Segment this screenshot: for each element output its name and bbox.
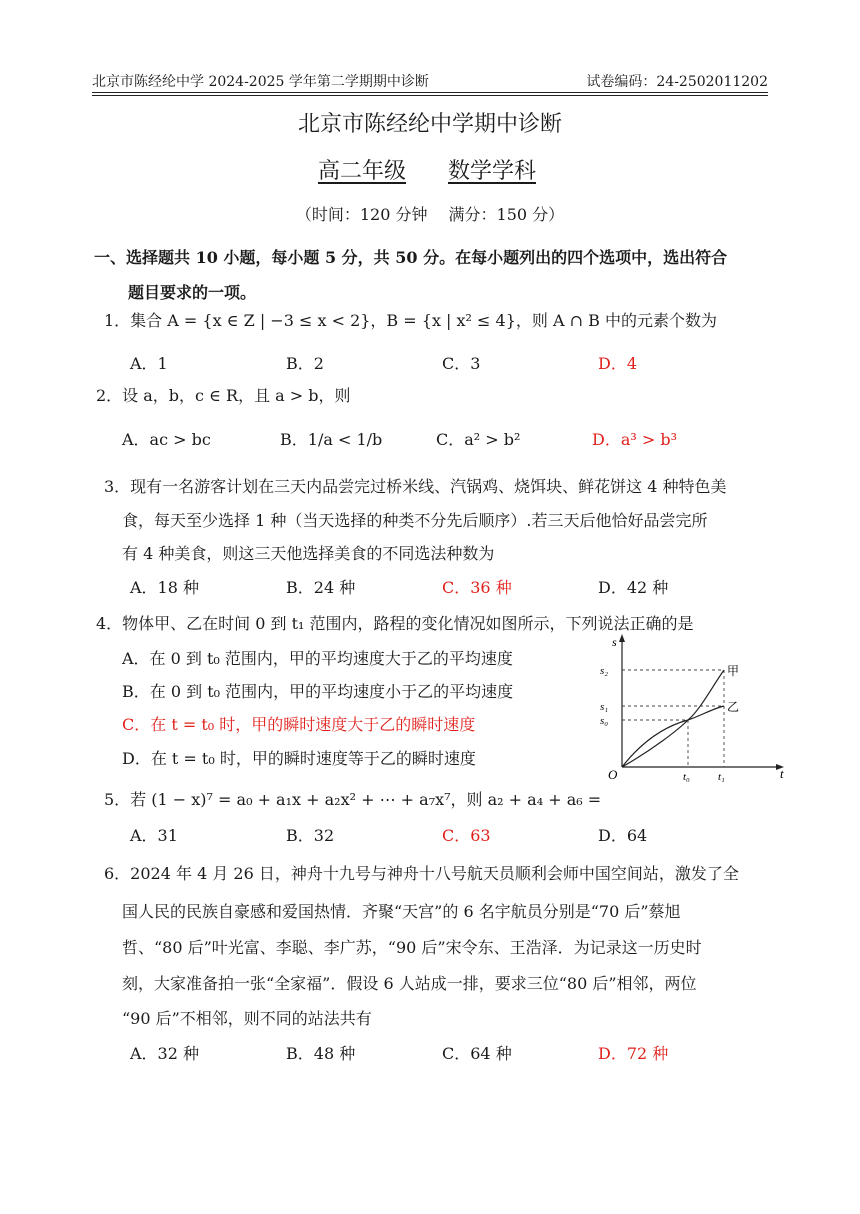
q1-option-d: D．4 (598, 354, 638, 373)
q5-option-c: C．63 (442, 826, 491, 845)
q2-option-b: B．1/a < 1/b (280, 430, 383, 449)
curve-yi-label: 乙 (727, 700, 740, 714)
question-3-line-1: 3．现有一名游客计划在三天内品尝完过桥米线、汽锅鸡、烧饵块、鲜花饼这 4 种特色美 (104, 477, 727, 496)
s2-tick: s₂ (600, 665, 609, 677)
question-6-line-5: “90 后”不相邻，则不同的站法共有 (122, 1009, 372, 1028)
curve-jia-label: 甲 (727, 664, 740, 678)
y-axis-label: s (612, 635, 617, 649)
header-right: 试卷编码：24-2502011202 (586, 74, 768, 90)
question-6-line-4: 刻，大家准备拍一张“全家福”．假设 6 人站成一排，要求三位“80 后”相邻，两位 (122, 974, 697, 993)
question-6-line-2: 国人民的民族自豪感和爱国热情．齐聚“天宫”的 6 名宇航员分别是“70 后”蔡旭 (122, 902, 681, 921)
q1-option-a: A．1 (130, 354, 168, 373)
q3-option-d: D．42 种 (598, 578, 669, 597)
q4-option-b: B．在 0 到 t₀ 范围内，甲的平均速度小于乙的平均速度 (122, 682, 514, 701)
question-3-line-2: 食，每天至少选择 1 种（当天选择的种类不分先后顺序）.若三天后他恰好品尝完所 (122, 511, 708, 530)
x-axis-label: t (780, 766, 784, 781)
q5-option-d: D．64 (598, 826, 648, 845)
q5-option-a: A．31 (130, 826, 178, 845)
origin-label: O (608, 767, 618, 782)
subject-label: 数学学科 (448, 159, 537, 184)
t1-tick: t₁ (718, 771, 725, 782)
header-rule-thin (92, 95, 768, 96)
section-heading: 一、选择题共 10 小题，每小题 5 分，共 50 分。在每小题列出的四个选项中，选出符合 (94, 248, 728, 267)
header-rule (92, 92, 768, 93)
t0-tick: t₀ (683, 771, 690, 782)
q4-option-d: D．在 t = t₀ 时，甲的瞬时速度等于乙的瞬时速度 (122, 749, 476, 768)
question-1: 1．集合 A = {x ∈ Z | −3 ≤ x < 2}，B = {x | x² ≤ 4}，则 A ∩ B 中的元素个数为 (104, 311, 717, 330)
s0-tick: s₀ (600, 715, 609, 727)
q6-option-a: A．32 种 (130, 1044, 200, 1063)
question-2: 2．设 a，b，c ∈ R，且 a > b，则 (96, 386, 351, 405)
q3-option-c: C．36 种 (442, 578, 512, 597)
q6-option-b: B．48 种 (286, 1044, 356, 1063)
q2-option-d: D．a³ > b³ (592, 430, 678, 449)
q6-option-d: D．72 种 (598, 1044, 669, 1063)
curve-jia (622, 670, 724, 767)
question-5: 5．若 (1 − x)⁷ = a₀ + a₁x + a₂x² + ⋯ + a₇x⁷，则 a₂ + a₄ + a₆ = (104, 790, 602, 809)
question-6-line-1: 6．2024 年 4 月 26 日，神舟十九号与神舟十八号航天员顺利会师中国空间站，激发了全 (104, 864, 739, 883)
q2-option-a: A．ac > bc (122, 430, 211, 449)
question-3-line-3: 有 4 种美食，则这三天他选择美食的不同选法种数为 (122, 544, 495, 563)
q6-option-c: C．64 种 (442, 1044, 512, 1063)
q5-option-b: B．32 (286, 826, 335, 845)
y-axis-arrow (619, 634, 625, 642)
q2-option-c: C．a² > b² (436, 430, 521, 449)
section-heading-cont: 题目要求的一项。 (128, 283, 257, 302)
q1-option-c: C．3 (442, 354, 481, 373)
q4-option-c: C．在 t = t₀ 时，甲的瞬时速度大于乙的瞬时速度 (122, 715, 476, 734)
header-left: 北京市陈经纶中学 2024-2025 学年第二学期期中诊断 (92, 74, 429, 90)
grade-label: 高二年级 (318, 159, 407, 184)
question-6-line-3: 哲、“80 后”叶光富、李聪、李广苏，“90 后”宋令东、王浩泽．为记录这一历史时 (122, 938, 702, 957)
q4-option-a: A．在 0 到 t₀ 范围内，甲的平均速度大于乙的平均速度 (122, 649, 513, 668)
s1-tick: s₁ (600, 701, 609, 713)
distance-time-graph (600, 632, 790, 782)
q1-option-b: B．2 (286, 354, 324, 373)
page-title: 北京市陈经纶中学期中诊断 (297, 112, 562, 137)
q3-option-a: A．18 种 (130, 578, 200, 597)
exam-meta: （时间：120 分钟 满分：150 分） (295, 205, 565, 224)
q3-option-b: B．24 种 (286, 578, 356, 597)
question-4: 4．物体甲、乙在时间 0 到 t₁ 范围内，路程的变化情况如图所示，下列说法正确的是 (96, 614, 694, 633)
